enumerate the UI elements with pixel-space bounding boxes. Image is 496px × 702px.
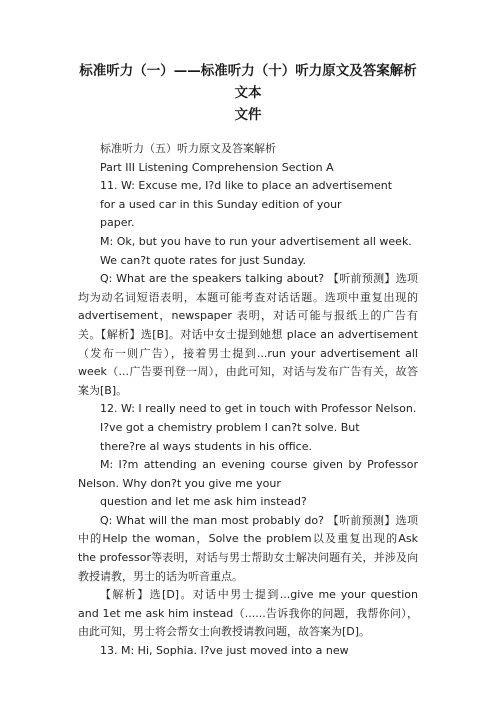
q12-prediction: Q: What will the man most probably do? 【听前预测】选项中的Help the woman，Solve the problem以及重复出现的Ask the professor等表明，对话与男士帮助女士解决问题有关，并涉及向教授请教，男士的话为听音重点。 xyxy=(78,513,418,583)
q12-analysis: 【解析】选[D]。对话中男士提到...give me your question and 1et me ask him instead（......告诉我你的问题，我帮你问），由此可知，男士将会帮女士向教授请教问题，故答案为[D]。 xyxy=(78,588,418,639)
q12-man-line-1: M: I?m attending an evening course given by Professor Nelson. Why don?t you give me your xyxy=(78,458,418,490)
q12-line-2: I?ve got a chemistry problem I can?t solve. But xyxy=(100,420,360,434)
q12-line-3: there?re al ways students in his office. xyxy=(100,439,312,453)
q12-man-line-2: question and let me ask him instead? xyxy=(100,495,307,509)
title-line-1: 标准听力（一）——标准听力（十）听力原文及答案解析文本 xyxy=(79,63,417,101)
q11-line-3: paper. xyxy=(100,216,135,230)
q12-line-1: 12. W: I really need to get in touch with Professor Nelson. xyxy=(100,402,417,416)
section-heading: 标准听力（五）听力原文及答案解析 xyxy=(100,142,276,155)
title-line-2: 文件 xyxy=(234,107,262,123)
q11-man-line-1: M: Ok, but you have to run your advertisement all week. xyxy=(100,234,412,248)
q13-line-1: 13. M: Hi, Sophia. I?ve just moved into a new xyxy=(100,644,349,658)
q11-analysis: Q: What are the speakers talking about? 【听前预测】选项均为动名词短语表明，本题可能考查对话话题。选项中重复出现的advertisement，newspaper 表明，对话可能与报纸上的广告有关。【解析】选[B]。对话中女士提到她想 place an advertisement（发布一则广告），接着男士提到...run your advertisement all week（...广告要刊登一周），由此可知，对话与发布广告有关，故答案为[B]。 xyxy=(78,272,418,397)
document-title xyxy=(78,60,418,126)
q11-line-1: 11. W: Excuse me, I?d like to place an advertisement xyxy=(100,179,393,193)
part-heading: Part III Listening Comprehension Section A xyxy=(100,160,334,174)
q11-man-line-2: We can?t quote rates for just Sunday. xyxy=(100,253,307,267)
q11-line-2: for a used car in this Sunday edition of your xyxy=(100,197,342,211)
